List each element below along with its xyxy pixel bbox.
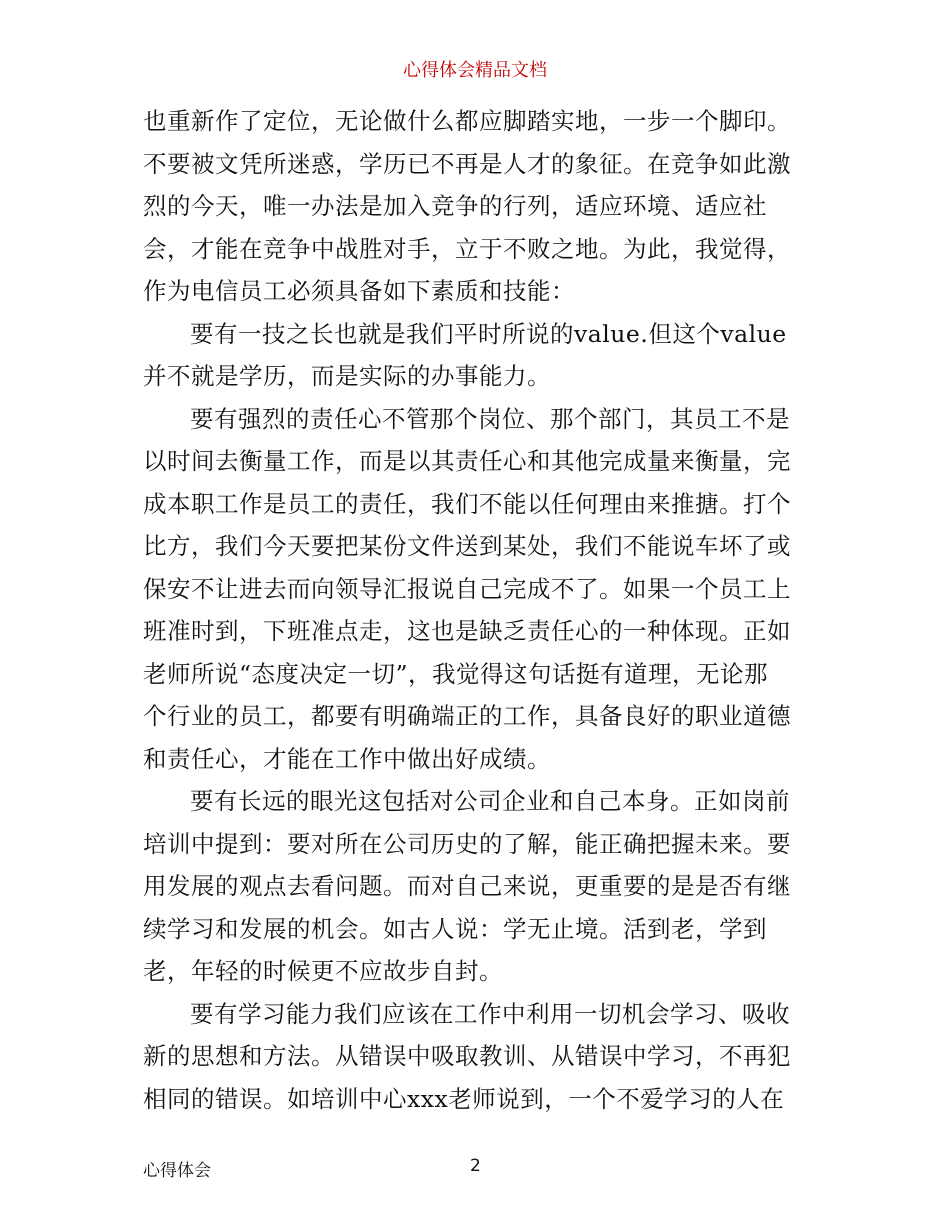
text-line: 班准时到，下班准点走，这也是缺乏责任心的一种体现。正如 bbox=[143, 617, 791, 645]
text-line: 用发展的观点去看问题。而对自己来说，更重要的是是否有继 bbox=[143, 872, 791, 900]
text-line: 老，年轻的时候更不应故步自封。 bbox=[143, 957, 503, 985]
text-line: 比方，我们今天要把某份文件送到某处，我们不能说车坏了或 bbox=[143, 532, 791, 560]
text-line: 保安不让进去而向领导汇报说自己完成不了。如果一个员工上 bbox=[143, 574, 791, 603]
text-line: 新的思想和方法。从错误中吸取教训、从错误中学习，不再犯 bbox=[143, 1042, 791, 1070]
document-body bbox=[143, 100, 813, 1120]
text-line: 个行业的员工，都要有明确端正的工作，具备良好的职业道德 bbox=[143, 702, 791, 730]
text-line: 烈的今天，唯一办法是加入竞争的行列，适应环境、适应社 bbox=[143, 192, 767, 220]
footer-label: 心得体会 bbox=[143, 1161, 211, 1181]
text-line: 也重新作了定位，无论做什么都应脚踏实地，一步一个脚印。 bbox=[143, 107, 791, 135]
text-line: 和责任心，才能在工作中做出好成绩。 bbox=[143, 744, 551, 773]
text-line: 会，才能在竞争中战胜对手，立于不败之地。为此，我觉得， bbox=[143, 234, 791, 263]
text-line: 不要被文凭所迷惑，学历已不再是人才的象征。在竞争如此激 bbox=[143, 149, 791, 178]
document-header-title: 心得体会精品文档 bbox=[403, 60, 547, 81]
text-line: 相同的错误。如培训中心xxx老师说到，一个不爱学习的人在 bbox=[143, 1084, 785, 1113]
text-line: 成本职工作是员工的责任，我们不能以任何理由来推搪。打个 bbox=[143, 489, 791, 518]
text-line: 要有长远的眼光这包括对公司企业和自己本身。正如岗前 bbox=[190, 787, 790, 815]
text-line: 老师所说“态度决定一切”，我觉得这句话挺有道理，无论那 bbox=[143, 659, 769, 688]
text-line: 培训中提到：要对所在公司历史的了解，能正确把握未来。要 bbox=[143, 829, 791, 858]
text-line: 并不就是学历，而是实际的办事能力。 bbox=[143, 362, 551, 390]
text-line: 作为电信员工必须具备如下素质和技能： bbox=[143, 277, 575, 305]
text-line: 要有学习能力我们应该在工作中利用一切机会学习、吸收 bbox=[190, 999, 790, 1028]
text-line: 以时间去衡量工作，而是以其责任心和其他完成量来衡量，完 bbox=[143, 447, 791, 475]
page-number: 2 bbox=[470, 1156, 481, 1176]
text-line: 要有一技之长也就是我们平时所说的value.但这个value bbox=[190, 319, 787, 348]
text-line: 要有强烈的责任心不管那个岗位、那个部门，其员工不是 bbox=[190, 404, 790, 433]
text-line: 续学习和发展的机会。如古人说：学无止境。活到老，学到 bbox=[143, 914, 767, 943]
